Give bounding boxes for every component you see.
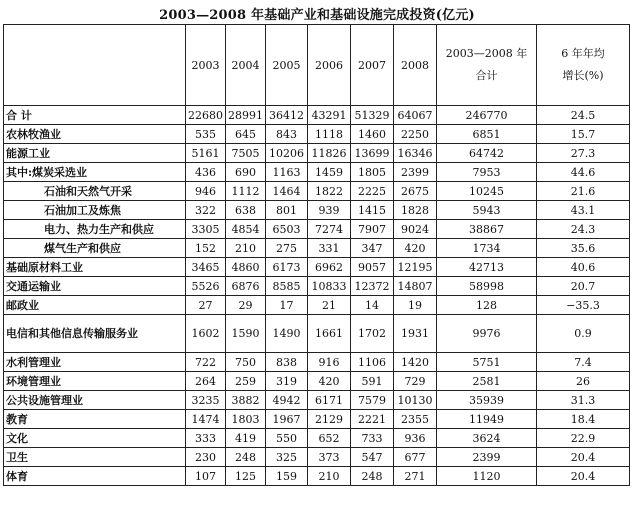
row-label: 石油和天然气开采 [4,182,186,201]
value-cell-2008: 729 [394,372,437,391]
value-cell-2008: 9024 [394,220,437,239]
value-cell-2006: 210 [308,467,351,486]
growth-cell: 35.6 [537,239,630,258]
value-cell-2006: 6962 [308,258,351,277]
header-growth [537,25,630,106]
value-cell-2005: 838 [266,353,308,372]
value-cell-2007: 12372 [351,277,394,296]
value-cell-2008: 14807 [394,277,437,296]
value-cell-2006: 43291 [308,106,351,125]
value-cell-2006: 1661 [308,315,351,353]
row-label: 体育 [4,467,186,486]
value-cell-2004: 1590 [226,315,266,353]
growth-cell: 22.9 [537,429,630,448]
growth-cell: 43.1 [537,201,630,220]
table-row [4,258,630,277]
value-cell-2005: 319 [266,372,308,391]
table-row [4,182,630,201]
value-cell-2004: 7505 [226,144,266,163]
total-cell: 2581 [437,372,537,391]
table-row [4,391,630,410]
value-cell-2005: 159 [266,467,308,486]
value-cell-2006: 7274 [308,220,351,239]
table-row [4,125,630,144]
total-cell: 9976 [437,315,537,353]
growth-cell: 0.9 [537,315,630,353]
value-cell-2006: 916 [308,353,351,372]
growth-cell: 31.3 [537,391,630,410]
growth-cell: 15.7 [537,125,630,144]
value-cell-2005: 1490 [266,315,308,353]
value-cell-2007: 9057 [351,258,394,277]
row-label: 教育 [4,410,186,429]
growth-cell: 20.4 [537,448,630,467]
growth-cell: 26 [537,372,630,391]
value-cell-2003: 5526 [186,277,226,296]
value-cell-2003: 264 [186,372,226,391]
value-cell-2007: 591 [351,372,394,391]
value-cell-2004: 4860 [226,258,266,277]
row-label: 基础原材料工业 [4,258,186,277]
value-cell-2005: 550 [266,429,308,448]
row-label: 卫生 [4,448,186,467]
table-row [4,277,630,296]
value-cell-2005: 10206 [266,144,308,163]
header-total-line2: 合计 [475,69,498,82]
row-label: 合 计 [4,106,186,125]
value-cell-2005: 4942 [266,391,308,410]
total-cell: 1734 [437,239,537,258]
value-cell-2005: 801 [266,201,308,220]
row-label: 电力、热力生产和供应 [4,220,186,239]
value-cell-2008: 1931 [394,315,437,353]
row-label: 文化 [4,429,186,448]
header-label-cell [4,25,186,106]
row-label: 石油加工及炼焦 [4,201,186,220]
value-cell-2004: 690 [226,163,266,182]
value-cell-2005: 36412 [266,106,308,125]
value-cell-2004: 638 [226,201,266,220]
value-cell-2008: 64067 [394,106,437,125]
table-row [4,315,630,353]
value-cell-2007: 7907 [351,220,394,239]
total-cell: 5943 [437,201,537,220]
growth-cell: 24.3 [537,220,630,239]
growth-cell: 27.3 [537,144,630,163]
value-cell-2003: 535 [186,125,226,144]
header-year-2004: 2004 [226,25,266,106]
value-cell-2007: 7579 [351,391,394,410]
value-cell-2003: 946 [186,182,226,201]
value-cell-2004: 259 [226,372,266,391]
table-row [4,429,630,448]
value-cell-2003: 230 [186,448,226,467]
table-row [4,353,630,372]
value-cell-2004: 6876 [226,277,266,296]
value-cell-2005: 1163 [266,163,308,182]
value-cell-2004: 1112 [226,182,266,201]
value-cell-2005: 8585 [266,277,308,296]
total-cell: 246770 [437,106,537,125]
value-cell-2005: 17 [266,296,308,315]
table-row [4,410,630,429]
total-cell: 42713 [437,258,537,277]
value-cell-2007: 1415 [351,201,394,220]
header-year-2008: 2008 [394,25,437,106]
growth-cell: 7.4 [537,353,630,372]
row-label: 其中:煤炭采选业 [4,163,186,182]
value-cell-2006: 10833 [308,277,351,296]
total-cell: 58998 [437,277,537,296]
value-cell-2008: 16346 [394,144,437,163]
value-cell-2005: 6173 [266,258,308,277]
value-cell-2004: 248 [226,448,266,467]
value-cell-2007: 1702 [351,315,394,353]
value-cell-2006: 1118 [308,125,351,144]
row-label: 电信和其他信息传输服务业 [4,315,186,353]
value-cell-2007: 347 [351,239,394,258]
value-cell-2006: 21 [308,296,351,315]
total-cell: 6851 [437,125,537,144]
value-cell-2007: 1460 [351,125,394,144]
growth-cell: 20.7 [537,277,630,296]
value-cell-2004: 1803 [226,410,266,429]
value-cell-2003: 436 [186,163,226,182]
table-row [4,296,630,315]
value-cell-2007: 733 [351,429,394,448]
value-cell-2003: 152 [186,239,226,258]
row-label: 水利管理业 [4,353,186,372]
value-cell-2003: 3305 [186,220,226,239]
value-cell-2008: 271 [394,467,437,486]
value-cell-2005: 843 [266,125,308,144]
value-cell-2007: 248 [351,467,394,486]
table-row [4,239,630,258]
header-growth-line2: 增长(%) [562,69,604,82]
table-row [4,144,630,163]
value-cell-2003: 722 [186,353,226,372]
growth-cell: 21.6 [537,182,630,201]
header-row [4,25,630,106]
value-cell-2008: 2355 [394,410,437,429]
value-cell-2006: 939 [308,201,351,220]
total-cell: 3624 [437,429,537,448]
header-growth-line1: 6 年年均 [561,47,605,60]
table-body [4,106,630,486]
value-cell-2006: 1822 [308,182,351,201]
row-label: 环境管理业 [4,372,186,391]
table-row [4,163,630,182]
table-title: 2003—2008 年基础产业和基础设施完成投资(亿元) [159,8,475,23]
value-cell-2007: 51329 [351,106,394,125]
value-cell-2004: 3882 [226,391,266,410]
value-cell-2005: 325 [266,448,308,467]
growth-cell: 18.4 [537,410,630,429]
total-cell: 128 [437,296,537,315]
value-cell-2003: 3235 [186,391,226,410]
value-cell-2008: 420 [394,239,437,258]
value-cell-2007: 13699 [351,144,394,163]
value-cell-2007: 2225 [351,182,394,201]
value-cell-2007: 14 [351,296,394,315]
value-cell-2007: 1805 [351,163,394,182]
value-cell-2006: 6171 [308,391,351,410]
growth-cell: 40.6 [537,258,630,277]
total-cell: 1120 [437,467,537,486]
value-cell-2005: 1464 [266,182,308,201]
total-cell: 35939 [437,391,537,410]
header-year-2003: 2003 [186,25,226,106]
value-cell-2004: 29 [226,296,266,315]
header-year-2005: 2005 [266,25,308,106]
value-cell-2008: 936 [394,429,437,448]
header-total [437,25,537,106]
value-cell-2008: 677 [394,448,437,467]
value-cell-2003: 333 [186,429,226,448]
value-cell-2008: 19 [394,296,437,315]
value-cell-2005: 275 [266,239,308,258]
value-cell-2008: 1828 [394,201,437,220]
value-cell-2005: 1967 [266,410,308,429]
row-label: 公共设施管理业 [4,391,186,410]
value-cell-2008: 2250 [394,125,437,144]
table-row [4,201,630,220]
value-cell-2004: 210 [226,239,266,258]
value-cell-2008: 2675 [394,182,437,201]
value-cell-2003: 5161 [186,144,226,163]
value-cell-2004: 4854 [226,220,266,239]
total-cell: 2399 [437,448,537,467]
value-cell-2005: 6503 [266,220,308,239]
table-row [4,106,630,125]
header-year-2007: 2007 [351,25,394,106]
row-label: 能源工业 [4,144,186,163]
value-cell-2008: 2399 [394,163,437,182]
total-cell: 11949 [437,410,537,429]
value-cell-2008: 10130 [394,391,437,410]
value-cell-2007: 1106 [351,353,394,372]
header-year-2006: 2006 [308,25,351,106]
value-cell-2004: 28991 [226,106,266,125]
total-cell: 64742 [437,144,537,163]
value-cell-2006: 2129 [308,410,351,429]
value-cell-2006: 11826 [308,144,351,163]
value-cell-2007: 2221 [351,410,394,429]
value-cell-2006: 331 [308,239,351,258]
value-cell-2003: 107 [186,467,226,486]
total-cell: 38867 [437,220,537,239]
value-cell-2006: 652 [308,429,351,448]
row-label: 邮政业 [4,296,186,315]
row-label: 农林牧渔业 [4,125,186,144]
value-cell-2003: 22680 [186,106,226,125]
value-cell-2006: 1459 [308,163,351,182]
value-cell-2004: 645 [226,125,266,144]
growth-cell: −35.3 [537,296,630,315]
value-cell-2006: 373 [308,448,351,467]
table-row [4,220,630,239]
value-cell-2008: 1420 [394,353,437,372]
value-cell-2003: 322 [186,201,226,220]
row-label: 交通运输业 [4,277,186,296]
investment-table [3,24,630,486]
value-cell-2007: 547 [351,448,394,467]
value-cell-2003: 1474 [186,410,226,429]
total-cell: 10245 [437,182,537,201]
value-cell-2003: 3465 [186,258,226,277]
value-cell-2004: 750 [226,353,266,372]
growth-cell: 24.5 [537,106,630,125]
table-row [4,448,630,467]
table-row [4,467,630,486]
growth-cell: 44.6 [537,163,630,182]
header-total-line1: 2003—2008 年 [445,47,528,60]
value-cell-2004: 125 [226,467,266,486]
growth-cell: 20.4 [537,467,630,486]
table-row [4,372,630,391]
total-cell: 7953 [437,163,537,182]
value-cell-2006: 420 [308,372,351,391]
value-cell-2003: 27 [186,296,226,315]
value-cell-2008: 12195 [394,258,437,277]
row-label: 煤气生产和供应 [4,239,186,258]
total-cell: 5751 [437,353,537,372]
value-cell-2003: 1602 [186,315,226,353]
value-cell-2004: 419 [226,429,266,448]
